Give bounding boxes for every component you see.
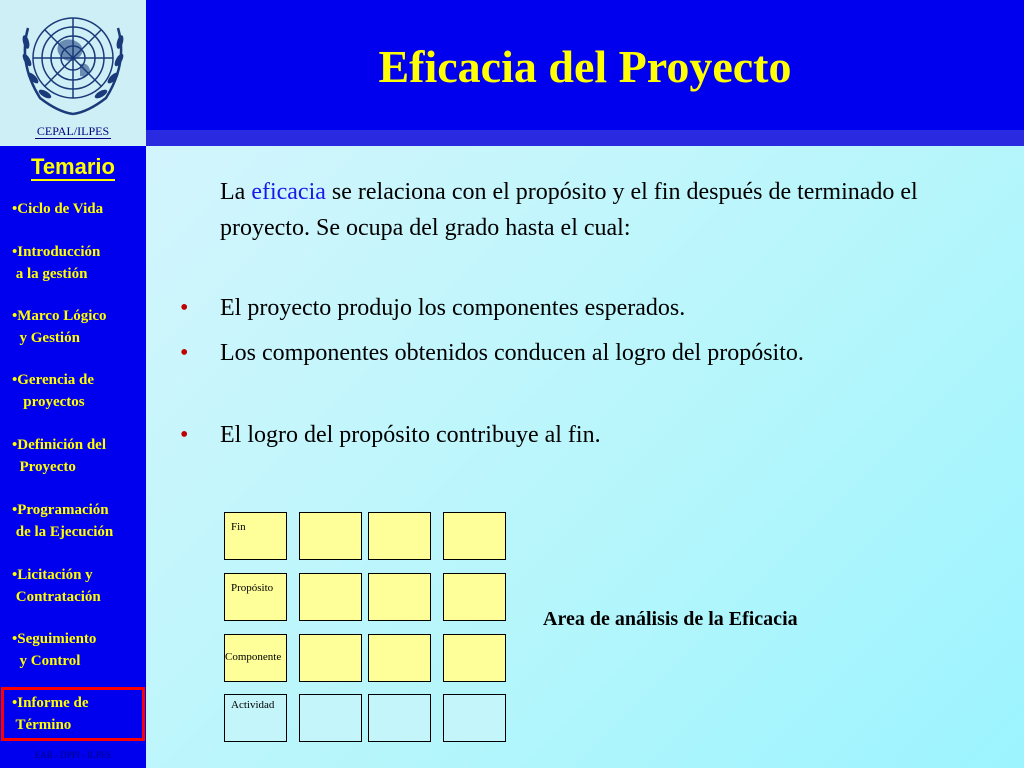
title-bar-shadow [146, 130, 1024, 146]
bullet-dot: • [180, 295, 189, 321]
sidebar-item-programacion[interactable]: •Programación de la Ejecución [12, 502, 114, 540]
grid-cell [368, 573, 431, 621]
grid-cell [299, 573, 362, 621]
grid-cell-fin-label [224, 512, 287, 560]
grid-cell [443, 694, 506, 742]
grid-cell [443, 573, 506, 621]
sidebar-heading [0, 154, 146, 180]
intro-suffix: se relaciona con el propósito y el fin después de terminado el proyecto. Se ocupa del grado hasta el cual: [220, 179, 918, 241]
intro-highlight: eficacia [251, 179, 326, 205]
sidebar-item-gerencia[interactable]: •Gerencia de proyectos [12, 372, 95, 410]
grid-cell [299, 694, 362, 742]
sidebar-item-marco-logico[interactable]: •Marco Lógico y Gestión [12, 308, 107, 346]
logo-area [0, 0, 146, 146]
bullet-dot: • [180, 340, 189, 366]
row-label-componente: Componente [225, 651, 282, 663]
logo-caption [0, 124, 146, 139]
grid-cell-proposito-label [224, 573, 287, 621]
sidebar-heading-text: Temario [31, 154, 115, 179]
grid-cell-actividad-label [224, 694, 287, 742]
bullet-text: El proyecto produjo los componentes esperados. [220, 295, 686, 321]
logo-caption-text: CEPAL/ILPES [36, 124, 110, 138]
slide-title: Eficacia del Proyecto [378, 41, 792, 92]
bullet-text: El logro del propósito contribuye al fin. [220, 422, 601, 448]
grid-cell [443, 634, 506, 682]
grid-cell [299, 634, 362, 682]
row-label-actividad: Actividad [231, 699, 275, 711]
sidebar-item-introduccion[interactable]: •Introducción a la gestión [12, 244, 101, 282]
grid-caption: Area de análisis de la Eficacia [543, 608, 798, 630]
sidebar-item-informe[interactable]: •Informe de Término [12, 695, 89, 733]
row-label-proposito: Propósito [231, 582, 274, 594]
grid-cell-componente-label [224, 634, 287, 682]
un-emblem-icon [14, 8, 132, 120]
sidebar-item-seguimiento[interactable]: •Seguimiento y Control [12, 631, 97, 669]
grid-cell [299, 512, 362, 560]
bullet-text: Los componentes obtenidos conducen al logro del propósito. [220, 340, 804, 366]
intro-prefix: La [220, 179, 252, 205]
current-item-highlight [1, 687, 145, 741]
sidebar-footer: EAR - DPPI - ILPES [34, 750, 112, 760]
grid-cell [368, 634, 431, 682]
sidebar-item-definicion[interactable]: •Definición del Proyecto [12, 437, 106, 475]
intro-paragraph [220, 174, 940, 246]
sidebar-item-licitacion[interactable]: •Licitación y Contratación [12, 567, 101, 605]
grid-cell [368, 694, 431, 742]
bullet-dot: • [180, 422, 189, 448]
sidebar-item-ciclo-de-vida[interactable]: •Ciclo de Vida [12, 201, 104, 217]
grid-cell [368, 512, 431, 560]
grid-cell [443, 512, 506, 560]
row-label-fin: Fin [231, 521, 246, 533]
